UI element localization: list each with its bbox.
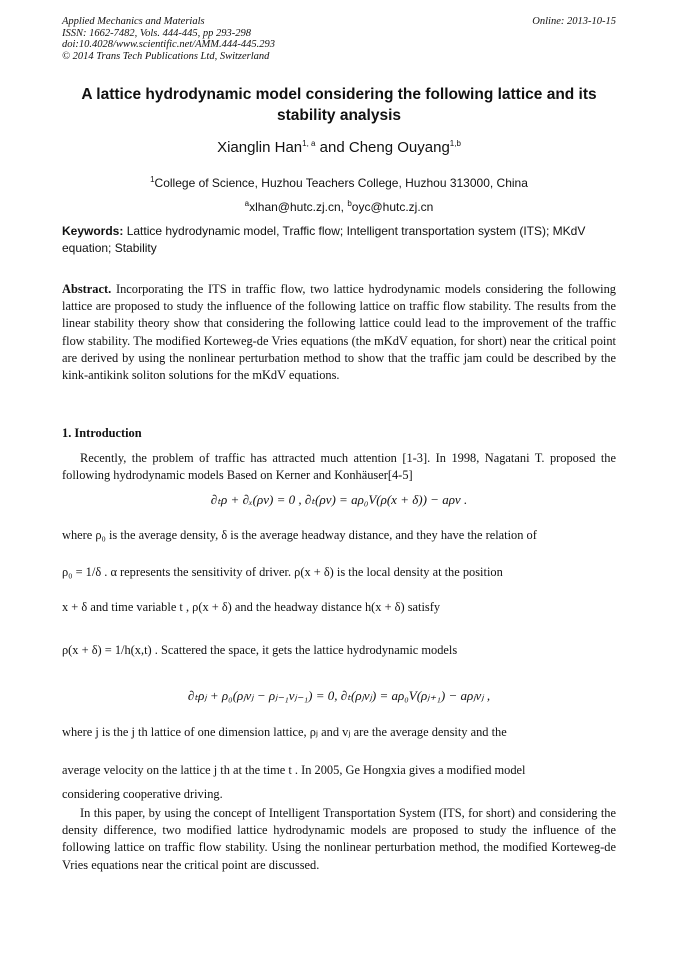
- keywords: [62, 223, 616, 257]
- authors-and: and: [315, 139, 349, 156]
- journal-name: Applied Mechanics and Materials: [62, 16, 205, 27]
- keywords-text: Lattice hydrodynamic model, Traffic flow; Intelligent transportation system (ITS); MKdV equation; Stability: [62, 224, 586, 255]
- affiliation-text: College of Science, Huzhou Teachers College, Huzhou 313000, China: [154, 176, 528, 190]
- abstract-label: Abstract.: [62, 282, 112, 296]
- equation-2: ∂ₜρⱼ + ρ₀(ρⱼvⱼ − ρⱼ₋₁vⱼ₋₁) = 0, ∂ₜ(ρⱼvⱼ) = aρ₀V(ρⱼ₊₁) − aρⱼvⱼ ,: [187, 688, 491, 703]
- online-date: Online: 2013-10-15: [532, 16, 616, 27]
- affiliation-sup: 1: [150, 175, 155, 184]
- journal-header: [62, 16, 616, 62]
- abstract-text: Incorporating the ITS in traffic flow, two lattice hydrodynamic models considering the following lattice are proposed to study the influence of the following lattice on traffic flow stability. The results from the linear stability theory show that considering the following lattice could lead to the improvement of the traffic flow stability. The modified Korteweg-de Vries equations (the mKdV equation, for short) near the critical point are derived by using the nonlinear perturbation method to show that the traffic jam could be described by the kink-antikink soliton solutions for the mKdV equations.: [62, 282, 616, 383]
- text-line-5: where j is the j th lattice of one dimension lattice, ρⱼ and vⱼ are the average density and the: [62, 725, 507, 739]
- email-a-sup: a: [244, 199, 250, 208]
- email-b: oyc@hutc.zj.cn: [351, 200, 434, 214]
- author-1-sup: 1, a: [302, 139, 316, 148]
- intro-paragraph-1: Recently, the problem of traffic has attracted much attention [1-3]. In 1998, Nagatani T. proposed the following hydrodynamic models Based on Kerner and Konhäuser[4-5]: [62, 451, 616, 483]
- doi: doi:10.4028/www.scientific.net/AMM.444-445.293: [62, 39, 275, 50]
- emails: [62, 200, 616, 214]
- author-2-sup: 1,b: [449, 139, 461, 148]
- text-line-6: average velocity on the lattice j th at the time t . In 2005, Ge Hongxia gives a modified model: [62, 763, 526, 777]
- issn: ISSN: 1662-7482, Vols. 444-445, pp 293-298: [62, 27, 251, 39]
- text-line-1: where ρ₀ is the average density, δ is the average headway distance, and they have the relation of: [62, 528, 537, 542]
- section-heading: 1. Introduction: [62, 426, 142, 440]
- copyright: © 2014 Trans Tech Publications Ltd, Switzerland: [62, 50, 270, 62]
- equation-1: ∂ₜρ + ∂ₓ(ρv) = 0 , ∂ₜ(ρv) = aρ₀V(ρ(x + δ)) − aρv .: [210, 492, 468, 507]
- intro-paragraph-2: In this paper, by using the concept of Intelligent Transportation System (ITS, for short) and considering the density difference, two modified lattice hydrodynamic models are proposed to study the influence of the following lattice on traffic flow stability. Using the nonlinear perturbation method, the modified Korteweg-de Vries equations near the critical point are discussed.: [62, 806, 616, 872]
- abstract: [62, 281, 616, 384]
- authors: [62, 139, 616, 156]
- text-line-4: ρ(x + δ) = 1/h(x,t) . Scattered the space, it gets the lattice hydrodynamic models: [62, 643, 458, 657]
- paper-title: A lattice hydrodynamic model considering the following lattice and its stability analysis: [81, 86, 597, 124]
- keywords-label: Keywords:: [62, 224, 124, 238]
- email-b-sup: b: [347, 199, 352, 208]
- text-line-3: x + δ and time variable t , ρ(x + δ) and the headway distance h(x + δ) satisfy: [62, 600, 441, 614]
- author-1: Xianglin Han: [217, 139, 303, 156]
- email-sep: ,: [340, 200, 348, 214]
- author-2: Cheng Ouyang: [348, 139, 450, 156]
- email-a: xlhan@hutc.zj.cn: [249, 200, 341, 214]
- text-line-7: considering cooperative driving.: [62, 787, 223, 801]
- affiliation: [62, 176, 616, 190]
- text-line-2: ρ₀ = 1/δ . α represents the sensitivity of driver. ρ(x + δ) is the local density at the position: [62, 565, 503, 579]
